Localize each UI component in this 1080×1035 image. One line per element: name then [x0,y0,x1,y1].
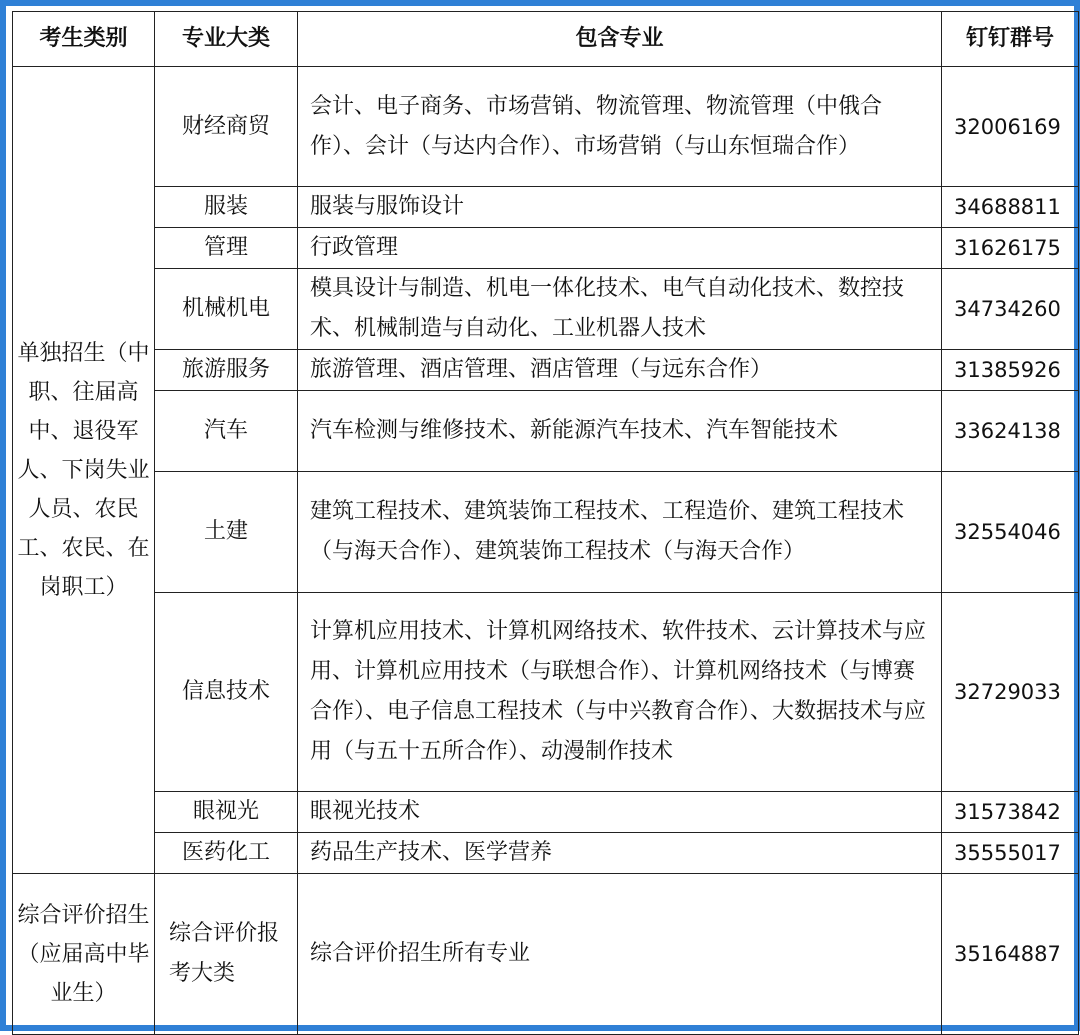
majors-cell: 服装与服饰设计 [298,187,942,228]
table-row [13,228,1079,269]
major-contact-table [12,11,1079,1035]
major-class-cell: 综合评价报考大类 [155,874,298,1035]
candidate-type-cell: 综合评价招生（应届高中毕业生） [13,874,155,1035]
majors-cell: 旅游管理、酒店管理、酒店管理（与远东合作） [298,350,942,391]
major-class-cell: 医药化工 [155,833,298,874]
major-class-cell: 管理 [155,228,298,269]
group-number-cell: 32554046 [942,472,1079,593]
major-class-cell: 服装 [155,187,298,228]
group-number-cell: 35164887 [942,874,1079,1035]
table-row [13,593,1079,792]
header-candidate-type: 考生类别 [13,12,155,67]
table-row [13,874,1079,1035]
group-number-cell: 33624138 [942,391,1079,472]
table-row [13,187,1079,228]
group-number-cell: 32006169 [942,67,1079,187]
header-dingtalk-group: 钉钉群号 [942,12,1079,67]
header-included-majors: 包含专业 [298,12,942,67]
table-row [13,350,1079,391]
table-row [13,269,1079,350]
majors-cell: 会计、电子商务、市场营销、物流管理、物流管理（中俄合作）、会计（与达内合作）、市场营销（与山东恒瑞合作） [298,67,942,187]
majors-cell: 计算机应用技术、计算机网络技术、软件技术、云计算技术与应用、计算机应用技术（与联想合作）、计算机网络技术（与博赛合作）、电子信息工程技术（与中兴教育合作）、大数据技术与应用（与五十五所合作）、动漫制作技术 [298,593,942,792]
group-number-cell: 31626175 [942,228,1079,269]
group-number-cell: 34688811 [942,187,1079,228]
majors-cell: 眼视光技术 [298,792,942,833]
table-row [13,833,1079,874]
header-major-class: 专业大类 [155,12,298,67]
major-class-cell: 旅游服务 [155,350,298,391]
majors-cell: 汽车检测与维修技术、新能源汽车技术、汽车智能技术 [298,391,942,472]
major-class-cell: 机械机电 [155,269,298,350]
majors-cell: 行政管理 [298,228,942,269]
table-row [13,792,1079,833]
major-class-cell: 眼视光 [155,792,298,833]
majors-cell: 建筑工程技术、建筑装饰工程技术、工程造价、建筑工程技术（与海天合作）、建筑装饰工程技术（与海天合作） [298,472,942,593]
group-number-cell: 35555017 [942,833,1079,874]
table-row [13,67,1079,187]
group-number-cell: 31385926 [942,350,1079,391]
candidate-type-cell: 单独招生（中职、往届高中、退役军人、下岗失业人员、农民工、农民、在岗职工） [13,67,155,874]
major-class-cell: 土建 [155,472,298,593]
major-class-cell: 信息技术 [155,593,298,792]
table-header-row [13,12,1079,67]
major-class-cell: 汽车 [155,391,298,472]
majors-cell: 模具设计与制造、机电一体化技术、电气自动化技术、数控技术、机械制造与自动化、工业机器人技术 [298,269,942,350]
majors-cell: 药品生产技术、医学营养 [298,833,942,874]
group-number-cell: 34734260 [942,269,1079,350]
major-class-cell: 财经商贸 [155,67,298,187]
group-number-cell: 32729033 [942,593,1079,792]
group-number-cell: 31573842 [942,792,1079,833]
table-row [13,391,1079,472]
table-row [13,472,1079,593]
majors-cell: 综合评价招生所有专业 [298,874,942,1035]
